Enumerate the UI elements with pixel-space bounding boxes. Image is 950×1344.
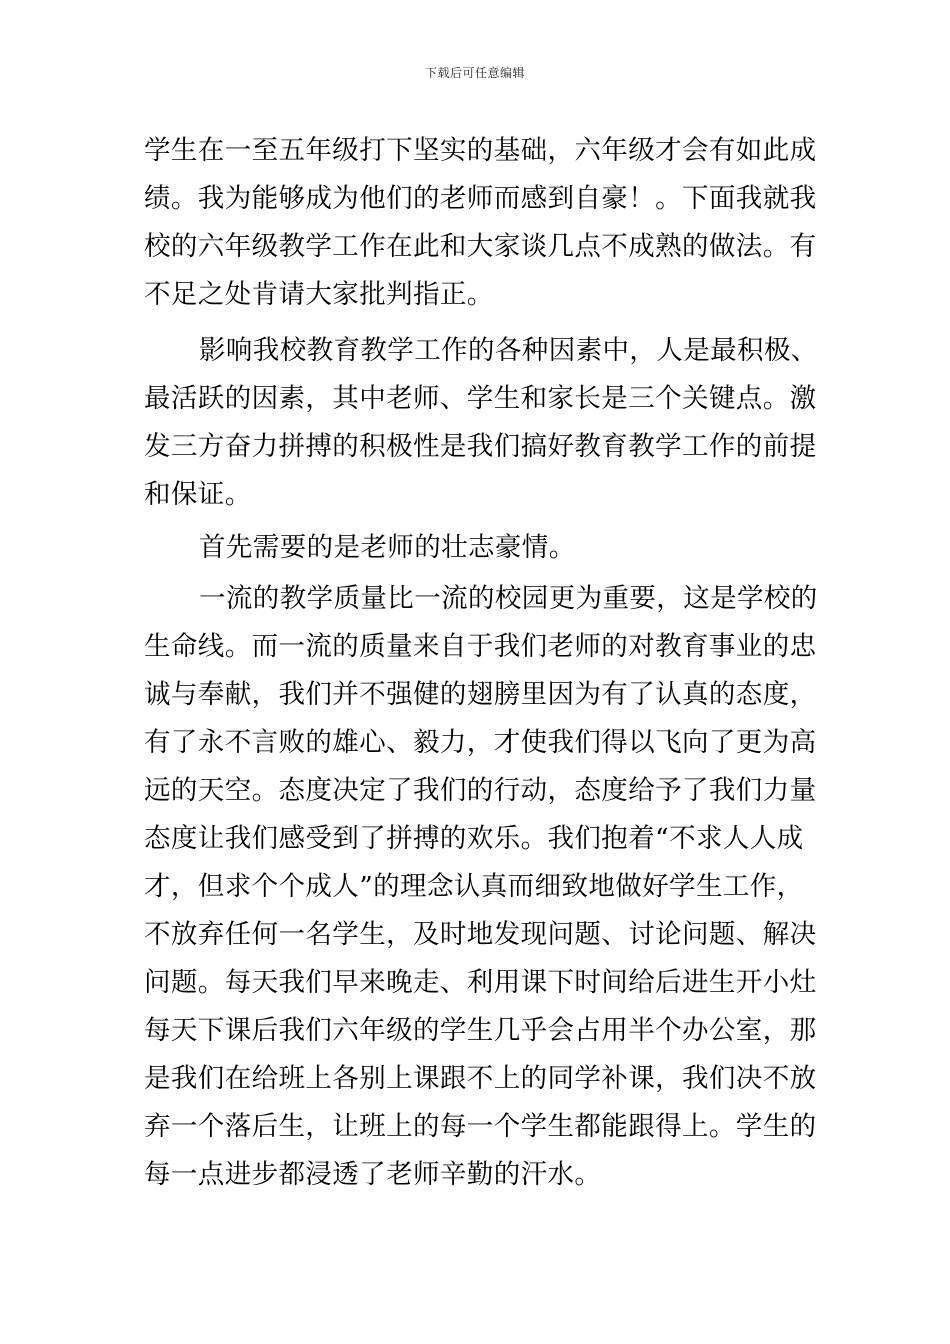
text-line: 生命线。而一流的质量来自于我们老师的对教育事业的忠 <box>144 631 817 662</box>
text-line: 才，但求个个成人”的理念认真而细致地做好学生工作， <box>144 871 804 902</box>
text-line: 和保证。 <box>144 479 252 510</box>
text-line: 校的六年级教学工作在此和大家谈几点不成熟的做法。有 <box>144 231 817 262</box>
text-line: 最活跃的因素，其中老师、学生和家长是三个关键点。激 <box>144 383 817 414</box>
page-header: 下载后可任意编辑 <box>424 66 525 80</box>
text-line: 绩。我为能够成为他们的老师而感到自豪！。下面我就我 <box>144 183 817 214</box>
text-line: 态度让我们感受到了拼搏的欢乐。我们抱着“不求人人成 <box>144 823 804 854</box>
text-line: 弃一个落后生，让班上的每一个学生都能跟得上。学生的 <box>144 1111 817 1142</box>
text-line: 不足之处肯请大家批判指正。 <box>144 279 494 310</box>
text-line: 学生在一至五年级打下坚实的基础，六年级才会有如此成 <box>144 135 817 166</box>
text-line: 是我们在给班上各别上课跟不上的同学补课，我们决不放 <box>144 1063 817 1094</box>
text-line: 有了永不言败的雄心、毅力，才使我们得以飞向了更为高 <box>144 727 817 758</box>
text-line: 远的天空。态度决定了我们的行动，态度给予了我们力量 <box>144 775 817 806</box>
text-line: 不放弃任何一名学生，及时地发现问题、讨论问题、解决 <box>144 919 817 950</box>
text-line: 每一点进步都浸透了老师辛勤的汗水。 <box>144 1159 602 1190</box>
paragraph-first-line: 首先需要的是老师的壮志豪情。 <box>199 532 576 563</box>
paragraph-first-line: 影响我校教育教学工作的各种因素中，人是最积极、 <box>199 335 818 366</box>
text-line: 问题。每天我们早来晚走、利用课下时间给后进生开小灶 <box>144 967 817 998</box>
text-line: 诚与奉献，我们并不强健的翅膀里因为有了认真的态度， <box>144 679 817 710</box>
text-line: 发三方奋力拼搏的积极性是我们搞好教育教学工作的前提 <box>144 431 817 462</box>
text-line: 每天下课后我们六年级的学生几乎会占用半个办公室，那 <box>144 1015 817 1046</box>
paragraph-first-line: 一流的教学质量比一流的校园更为重要，这是学校的 <box>199 583 818 614</box>
